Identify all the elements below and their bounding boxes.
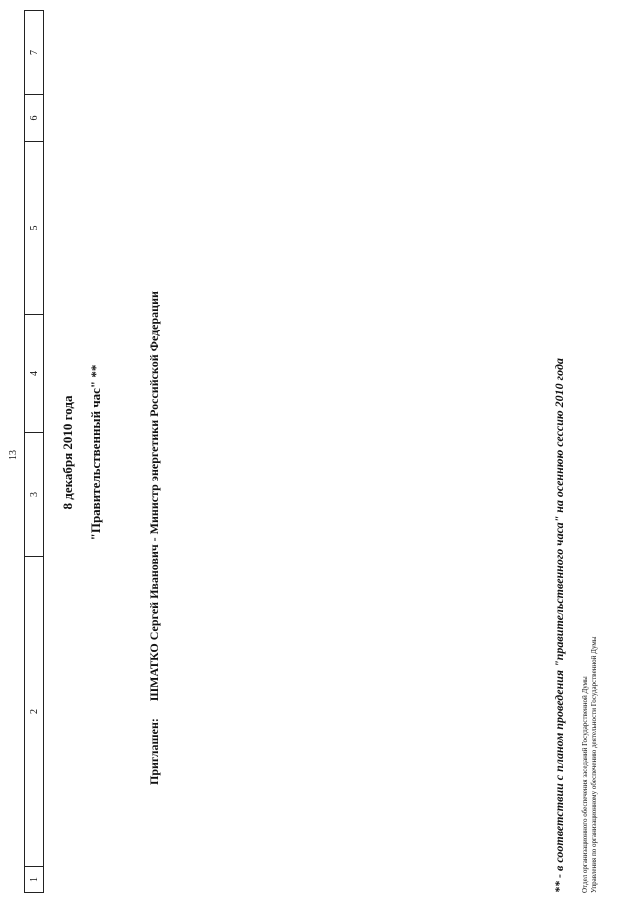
column-number: 6 xyxy=(25,94,43,141)
invited-line xyxy=(147,291,162,785)
footnote: ** - в соответствии с планом проведения "правительственного часа" на осеннюю сессию 2010 года xyxy=(552,358,566,893)
footer-department-line: Управления по организационному обеспечению деятельности Государственной Думы xyxy=(590,636,598,893)
invited-label: Приглашен: xyxy=(147,718,161,785)
session-date: 8 декабря 2010 года xyxy=(60,395,75,510)
column-number-strip xyxy=(24,10,44,893)
column-number: 2 xyxy=(25,556,43,866)
footer-department-line: Отдел организационного обеспечения заседаний Государственной Думы xyxy=(581,676,589,893)
column-number: 1 xyxy=(25,866,43,892)
column-number: 7 xyxy=(29,50,40,55)
column-number: 3 xyxy=(25,432,43,556)
invited-person: ШМАТКО Сергей Иванович - Министр энергетики Российской Федерации xyxy=(147,291,161,702)
session-event-title: "Правительственный час" ** xyxy=(88,364,103,541)
column-number: 5 xyxy=(25,141,43,314)
page-number: 13 xyxy=(8,450,19,460)
column-number: 4 xyxy=(25,314,43,432)
